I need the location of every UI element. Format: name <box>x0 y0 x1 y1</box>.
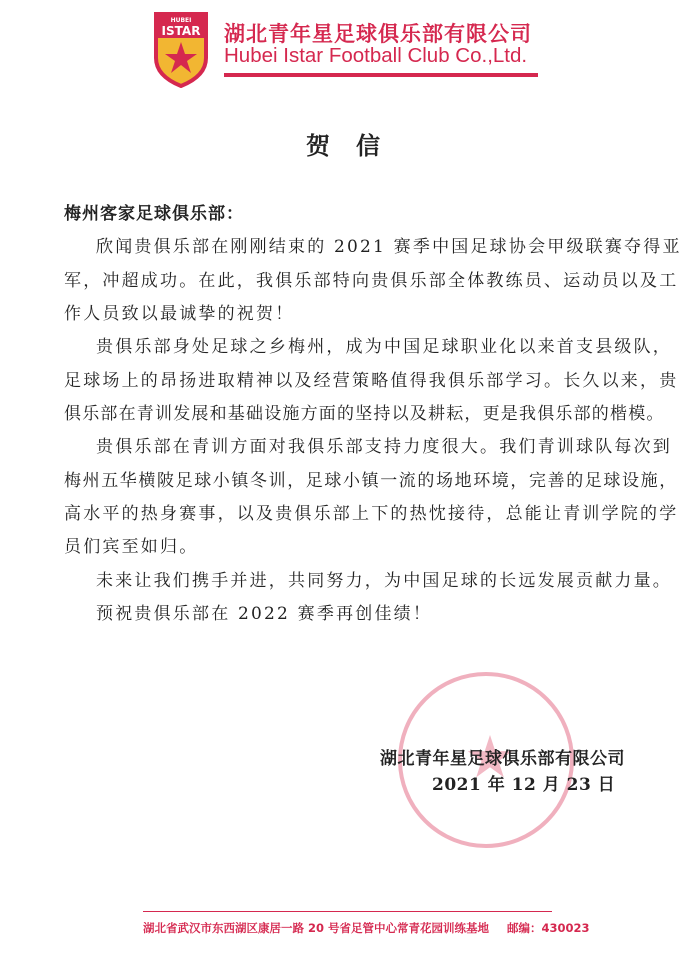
company-name-chinese: 湖北青年星足球俱乐部有限公司 <box>224 22 532 46</box>
body-line: 作人员致以最诚挚的祝贺！ <box>64 304 295 324</box>
salutation: 梅州客家足球俱乐部： <box>64 204 244 224</box>
header-divider <box>224 73 538 77</box>
body-line: 预祝贵俱乐部在 2022 赛季再创佳绩！ <box>96 604 433 624</box>
svg-text:ISTAR: ISTAR <box>161 24 201 38</box>
club-logo <box>152 10 210 88</box>
body-line: 梅州五华横陂足球小镇冬训，足球小镇一流的场地环境，完善的足球设施， <box>64 471 678 491</box>
svg-text:HUBEI: HUBEI <box>170 17 192 24</box>
footer-divider <box>143 911 552 912</box>
seal-star-icon: ★ <box>464 723 516 791</box>
signature-date: 2021 年 12 月 23 日 <box>432 775 616 795</box>
company-name-english: Hubei Istar Football Club Co.,Ltd. <box>224 44 528 67</box>
footer <box>143 920 590 936</box>
body-line: 欣闻贵俱乐部在刚刚结束的 2021 赛季中国足球协会甲级联赛夺得亚 <box>96 237 682 257</box>
body-line: 足球场上的昂扬进取精神以及经营策略值得我俱乐部学习。长久以来，贵 <box>64 371 679 391</box>
body-line: 高水平的热身赛事，以及贵俱乐部上下的热忱接待，总能让青训学院的学 <box>64 504 679 524</box>
body-line: 未来让我们携手并进，共同努力，为中国足球的长远发展贡献力量。 <box>96 571 672 591</box>
body-line: 贵俱乐部在青训方面对我俱乐部支持力度很大。我们青训球队每次到 <box>96 437 672 457</box>
body-line: 员们宾至如归。 <box>64 537 199 557</box>
footer-zip: 邮编：430023 <box>507 921 590 935</box>
body-line: 俱乐部在青训发展和基础设施方面的坚持以及耕耘，更是我俱乐部的楷模。 <box>64 404 665 424</box>
body-line: 贵俱乐部身处足球之乡梅州，成为中国足球职业化以来首支县级队， <box>96 337 672 357</box>
letter-title: 贺信 <box>306 131 406 160</box>
footer-address: 湖北省武汉市东西湖区康居一路 20 号省足管中心常青花园训练基地 <box>143 921 490 935</box>
body-line: 军，冲超成功。在此，我俱乐部特向贵俱乐部全体教练员、运动员以及工 <box>64 271 679 291</box>
signature-organization: 湖北青年星足球俱乐部有限公司 <box>380 749 625 769</box>
